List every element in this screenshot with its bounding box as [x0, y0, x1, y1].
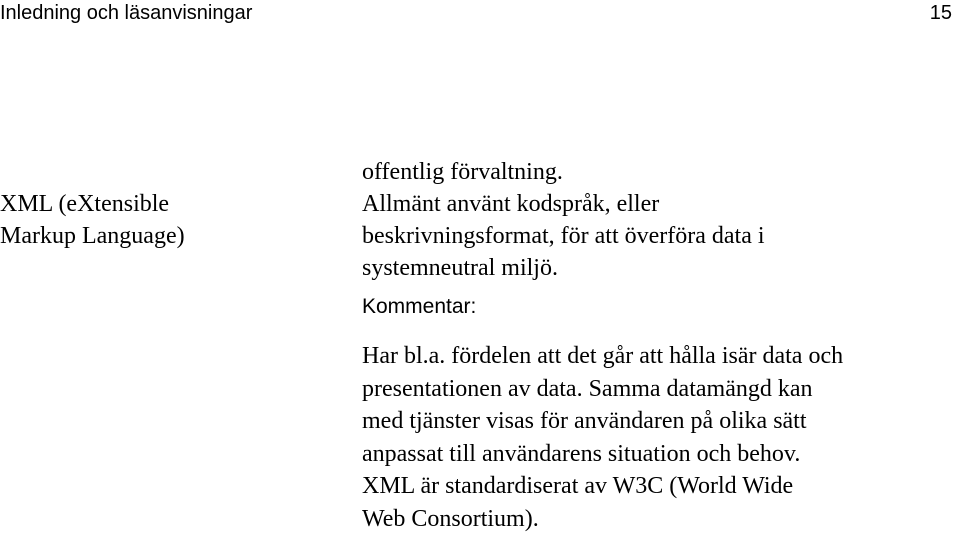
glossary-definition: [362, 156, 956, 284]
comment-text: [362, 340, 960, 536]
page-number: 15: [929, 2, 952, 24]
glossary-term-line: XML (eXtensible: [0, 191, 170, 217]
comment-label: Kommentar:: [362, 295, 477, 318]
definition-line: beskrivningsformat, för att överföra data i: [362, 223, 765, 249]
glossary-term-line: Markup Language): [0, 223, 185, 249]
comment-line: presentationen av data. Samma datamängd kan: [362, 375, 813, 402]
definition-line: Allmänt använt kodspråk, eller: [362, 191, 660, 217]
comment-line: anpassat till användarens situation och behov.: [362, 440, 801, 467]
comment-line: XML är standardiserat av W3C (World Wide: [362, 473, 794, 500]
comment-line: med tjänster visas för användaren på olika sätt: [362, 408, 807, 435]
running-header-title: Inledning och läsanvisningar: [0, 2, 253, 24]
glossary-term: [0, 188, 300, 252]
comment-line: Har bl.a. fördelen att det går att hålla isär data och: [362, 343, 844, 369]
definition-line: systemneutral miljö.: [362, 255, 558, 281]
comment-line: Web Consortium).: [362, 505, 539, 532]
definition-line: offentlig förvaltning.: [362, 159, 563, 185]
